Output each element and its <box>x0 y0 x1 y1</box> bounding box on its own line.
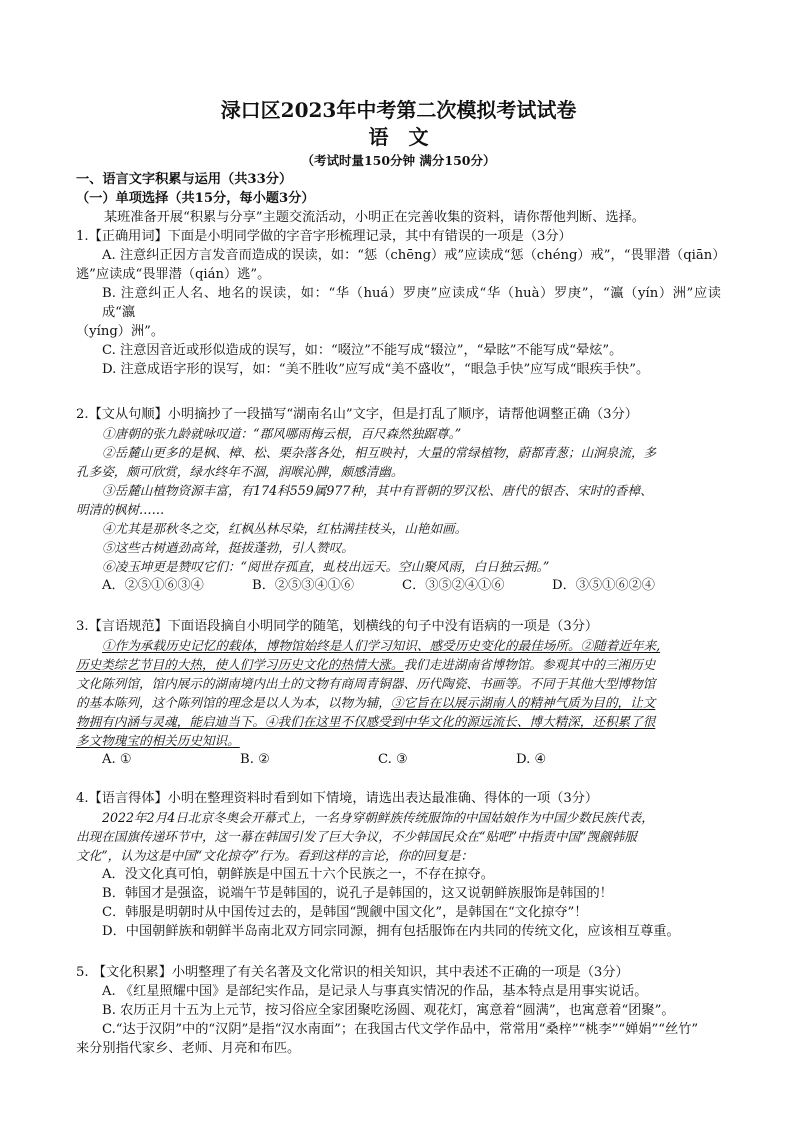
q3-option-c: C. ③ <box>378 752 408 767</box>
q4-passage-2: 出现在国旗传递环节中，这一幕在韩国引发了巨大争议，不少韩国民众在“贴吧”中指责中国“觊觎韩服 <box>76 829 637 844</box>
q4-passage-3: 文化”，认为这是中国“文化掠夺”行为。看到这样的言论，你的回复是： <box>76 848 474 863</box>
q3-plain-1: 我们走进湖南省博物馆。参观其中的三湘历史 <box>403 657 656 672</box>
q4-option-c: C．韩服是明朝时从中国传过去的，是韩国“觊觎中国文化”，是韩国在“文化掠夺”！ <box>102 905 588 920</box>
q2-sentence-3-cont: 明清的枫树…… <box>76 502 165 517</box>
q3-stem: 3.【言语规范】下面语段摘自小明同学的随笔，划横线的句子中没有语病的一项是（3分） <box>76 619 599 634</box>
q3-sentence-2-end: 历史类综艺节目的大热，使人们学习历史文化的热情大涨。 <box>76 657 404 672</box>
q3-line-5 <box>76 712 721 731</box>
q3-plain-2: 的基本陈列，这个陈列馆的理念是以人为本，以物为辅， <box>76 695 391 710</box>
q2-options <box>76 576 721 595</box>
subsection-heading: （一）单项选择（共15分，每小题3分） <box>76 191 315 206</box>
page-content <box>76 96 726 1058</box>
q2-sentence-4: ④尤其是那秋冬之交，红枫丛林尽染，红枯满挂枝头，山艳如画。 <box>102 521 468 536</box>
q2-option-b: B．②⑤③④①⑥ <box>252 578 355 593</box>
q3-option-d: D. ④ <box>516 752 547 767</box>
q3-sentence-4-end: 多文物瑰宝的相关历史知识。 <box>76 733 240 748</box>
q5-option-c-cont: 来分别指代家乡、老师、月亮和布匹。 <box>76 1041 301 1056</box>
q3-line-3: 文化陈列馆，馆内展示的湖南境内出土的文物有商周青铜器、历代陶瓷、书画等。不同于其他大型博物馆 <box>76 676 656 691</box>
q3-sentence-3-end: 物拥有内涵与灵魂，能启迪当下。 <box>76 714 265 729</box>
intro-text: 某班准备开展“积累与分享”主题交流活动，小明正在完善收集的资料，请你帮他判断、选择。 <box>104 210 645 225</box>
q2-option-c: C．③⑤②④①⑥ <box>402 578 505 593</box>
q3-option-a: A. ① <box>102 752 132 767</box>
subject-char-2: 文 <box>408 125 429 149</box>
q2-option-a: A．②⑤①⑥③④ <box>102 578 204 593</box>
q3-line-1 <box>76 636 721 655</box>
q5-option-b: B. 农历正月十五为上元节，按习俗应全家团聚吃汤圆、观花灯，寓意着“圆满”，也寓意着“团聚”。 <box>102 1003 675 1018</box>
q1-option-b: B. 注意纠正人名、地名的误读，如：“华（huá）罗庚”应读成“华（huà）罗庚”，“瀛（yín）洲”应读成“瀛 <box>102 286 721 320</box>
q2-stem: 2.【文从句顺】小明摘抄了一段描写“湖南名山”文字，但是打乱了顺序，请帮他调整正确（3分） <box>76 407 638 422</box>
q1-option-c: C. 注意因音近或形似造成的误写，如：“啜泣”不能写成“辍泣”，“晕眩”不能写成“晕炫”。 <box>102 343 623 358</box>
q2-sentence-6: ⑥凌玉坤更是赞叹它们：“阅世存孤直，虬枝出远天。空山聚风雨，白日独云拥。” <box>102 559 550 574</box>
question-3 <box>76 617 721 769</box>
q3-sentence-2-start: ②随着近年来, <box>580 638 661 653</box>
subject-title <box>76 124 721 150</box>
q2-sentence-2-cont: 孔多姿，颇可欣赏，绿水终年不涸，润喉沁脾，颇感清幽。 <box>76 464 404 479</box>
exam-meta: （考试时量150分钟 满分150分） <box>301 153 496 168</box>
question-1 <box>76 227 726 379</box>
q4-option-a: A．没文化真可怕，朝鲜族是中国五十六个民族之一，不存在掠夺。 <box>102 867 494 882</box>
q4-option-d: D．中国朝鲜族和朝鲜半岛南北双方同宗同源，拥有包括服饰在内共同的传统文化，应该相互尊重。 <box>102 924 680 939</box>
q3-line-6 <box>76 731 721 750</box>
question-2 <box>76 405 721 595</box>
exam-title: 渌口区2023年中考第二次模拟考试试卷 <box>220 98 577 122</box>
q4-option-b: B．韩国才是强盗，说端午节是韩国的，说孔子是韩国的，这又说朝鲜族服饰是韩国的！ <box>102 886 613 901</box>
subject-char-1: 语 <box>368 125 389 149</box>
q1-option-a: A. 注意纠正因方言发音而造成的误读，如：“惩（chēng）戒”应读成“惩（chéng）戒”，“畏罪潜（qiān） <box>102 248 726 263</box>
q5-stem: 5. 【文化积累】小明整理了有关名著及文化常识的相关知识，其中表述不正确的一项是（3分） <box>76 965 629 980</box>
q3-sentence-3-start: ③它旨在以展示湖南人的精神气质为目的，让文 <box>390 695 656 710</box>
q1-stem: 1.【正确用词】下面是小明同学做的字音字形梳理记录，其中有错误的一项是（3分） <box>76 229 572 244</box>
q4-stem: 4.【语言得体】小明在整理资料时看到如下情境，请选出表达最准确、得体的一项（3分） <box>76 791 599 806</box>
question-4 <box>76 789 721 941</box>
q1-option-a-cont: 逃”应读成“畏罪潜（qián）逃”。 <box>76 267 271 282</box>
q2-option-d: D．③⑤①⑥②④ <box>552 578 655 593</box>
q5-option-a: A. 《红星照耀中国》是部纪实作品，是记录人与事真实情况的作品，基本特点是用事实说话。 <box>102 984 648 999</box>
question-5 <box>76 963 721 1058</box>
q3-options <box>76 750 721 769</box>
q2-sentence-2: ②岳麓山更多的是枫、樟、松、栗杂落各处，相互映衬，大量的常绿植物，蔚都青葱；山涧泉流，多 <box>102 445 657 460</box>
q2-sentence-3: ③岳麓山植物资源丰富，有174科559属977种，其中有晋朝的罗汉松、唐代的银杏、宋时的香樟、 <box>102 483 653 498</box>
q2-sentence-5: ⑤这些古树遒劲高耸，挺拔蓬勃，引人赞叹。 <box>102 540 354 555</box>
q3-sentence-1: ①作为承载历史记忆的载体，博物馆始终是人们学习知识、感受历史变化的最佳场所。 <box>102 638 581 653</box>
q4-passage-1: 2022年2月4日北京冬奥会开幕式上，一名身穿朝鲜族传统服饰的中国姑娘作为中国少数民族代表， <box>102 810 654 825</box>
q5-option-c: C.“达于汉阴”中的“汉阴”是指“汉水南面”；在我国古代文学作品中，常常用“桑梓”“桃李”“婵娟”“丝竹” <box>102 1022 699 1037</box>
section-heading: 一、语言文字积累与运用（共33分） <box>76 172 293 187</box>
q3-line-4 <box>76 693 721 712</box>
q3-line-2 <box>76 655 721 674</box>
q1-option-b-cont: （yíng）洲”。 <box>76 324 165 339</box>
q1-option-d: D. 注意成语字形的误写，如：“美不胜收”应写成“美不盛收”，“眼急手快”应写成“眼疾手快”。 <box>102 362 650 377</box>
q3-sentence-4-start: ④我们在这里不仅感受到中华文化的源远流长、博大精深，还积累了很 <box>264 714 656 729</box>
q2-sentence-1: ①唐朝的张九龄就咏叹道：“郡风哪雨梅云根，百尺森然独踞尊。” <box>102 426 462 441</box>
q3-option-b: B. ② <box>240 752 270 767</box>
